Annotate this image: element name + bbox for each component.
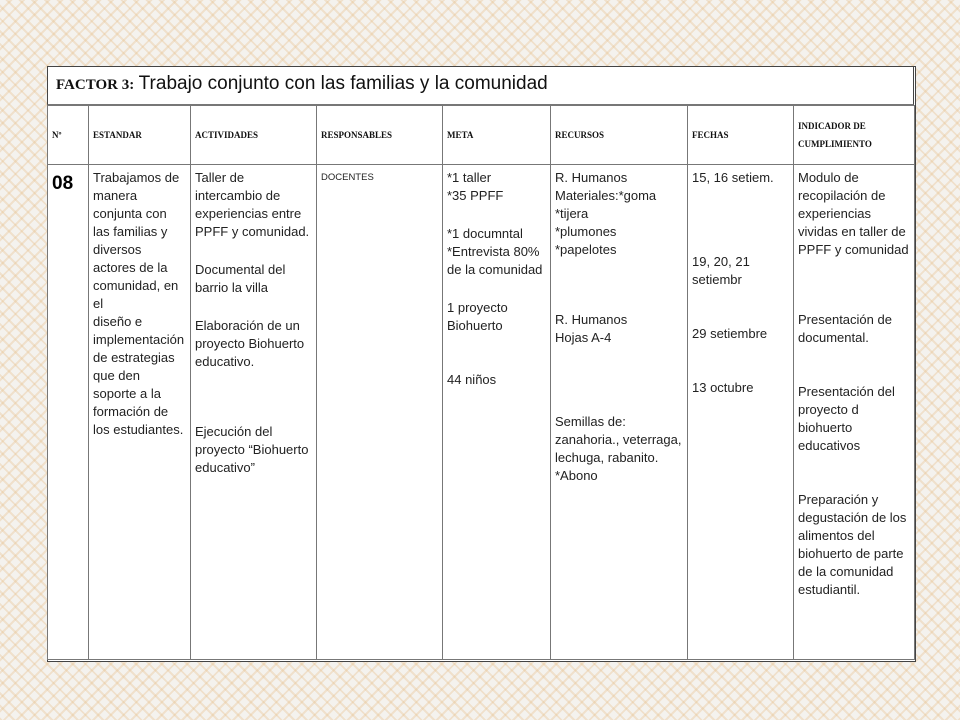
cell-indicador (794, 165, 915, 660)
factor-label: FACTOR 3: (56, 77, 135, 93)
fecha-item: 29 setiembre (692, 326, 768, 341)
recurso-item: R. Humanos Hojas A-4 (555, 312, 628, 345)
meta-item: *1 documntal *Entrevista 80% de la comunidad (447, 226, 543, 277)
meta-item: *1 taller *35 PPFF (447, 170, 504, 203)
column-header-estandar: ESTANDAR (89, 106, 191, 165)
cell-recursos (551, 165, 688, 660)
cell-fechas (688, 165, 794, 660)
factor-table (47, 105, 915, 660)
fecha-item: 19, 20, 21 setiembr (692, 254, 750, 287)
meta-item: 1 proyecto Biohuerto (447, 300, 508, 333)
factor-title-row (47, 66, 914, 105)
fecha-item: 15, 16 setiem. (692, 170, 774, 185)
table-header-row (48, 106, 915, 165)
indicador-item: Modulo de recopilación de experiencias vividas en taller de PPFF y comunidad (798, 170, 909, 257)
recurso-item: Semillas de: zanahoria., veterraga, lechuga, rabanito. *Abono (555, 414, 682, 483)
indicador-item: Preparación y degustación de los alimentos del biohuerto de parte de la comunidad estudiantil. (798, 492, 907, 597)
cell-responsables (317, 165, 443, 660)
meta-item: 44 niños (447, 372, 497, 387)
column-header-recursos: RECURSOS (551, 106, 688, 165)
fecha-item: 13 octubre (692, 380, 754, 395)
cell-actividades (191, 165, 317, 660)
column-header-fechas: FECHAS (688, 106, 794, 165)
indicador-item: Presentación de documental. (798, 312, 892, 345)
column-header-meta: META (443, 106, 551, 165)
cell-estandar (89, 165, 191, 660)
table-row (48, 165, 915, 660)
indicador-item: Presentación del proyecto d biohuerto educativos (798, 384, 895, 453)
factor-title: Trabajo conjunto con las familias y la comunidad (138, 73, 548, 94)
estandar-text: Trabajamos de manera conjunta con las familias y diversos actores de la comunidad, en el diseño e implementación de estrategias que den soporte a la formación de los estudiantes. (93, 170, 185, 437)
column-header-actividades: ACTIVIDADES (191, 106, 317, 165)
cell-number (48, 165, 89, 660)
row-number: 08 (52, 173, 74, 194)
column-header-responsables: RESPONSABLES (317, 106, 443, 165)
column-header-number: Nº (48, 106, 89, 165)
actividad-item: Ejecución del proyecto “Biohuerto educativo” (195, 424, 309, 475)
actividad-item: Documental del barrio la villa (195, 262, 286, 295)
actividad-item: Taller de intercambio de experiencias entre PPFF y comunidad. (195, 170, 310, 239)
recurso-item: R. Humanos Materiales:*goma *tijera *plumones *papelotes (555, 170, 657, 257)
responsables-text: DOCENTES (321, 172, 374, 183)
column-header-indicador: INDICADOR DE CUMPLIMIENTO (794, 106, 915, 165)
cell-meta (443, 165, 551, 660)
actividad-item: Elaboración de un proyecto Biohuerto educativo. (195, 318, 305, 369)
